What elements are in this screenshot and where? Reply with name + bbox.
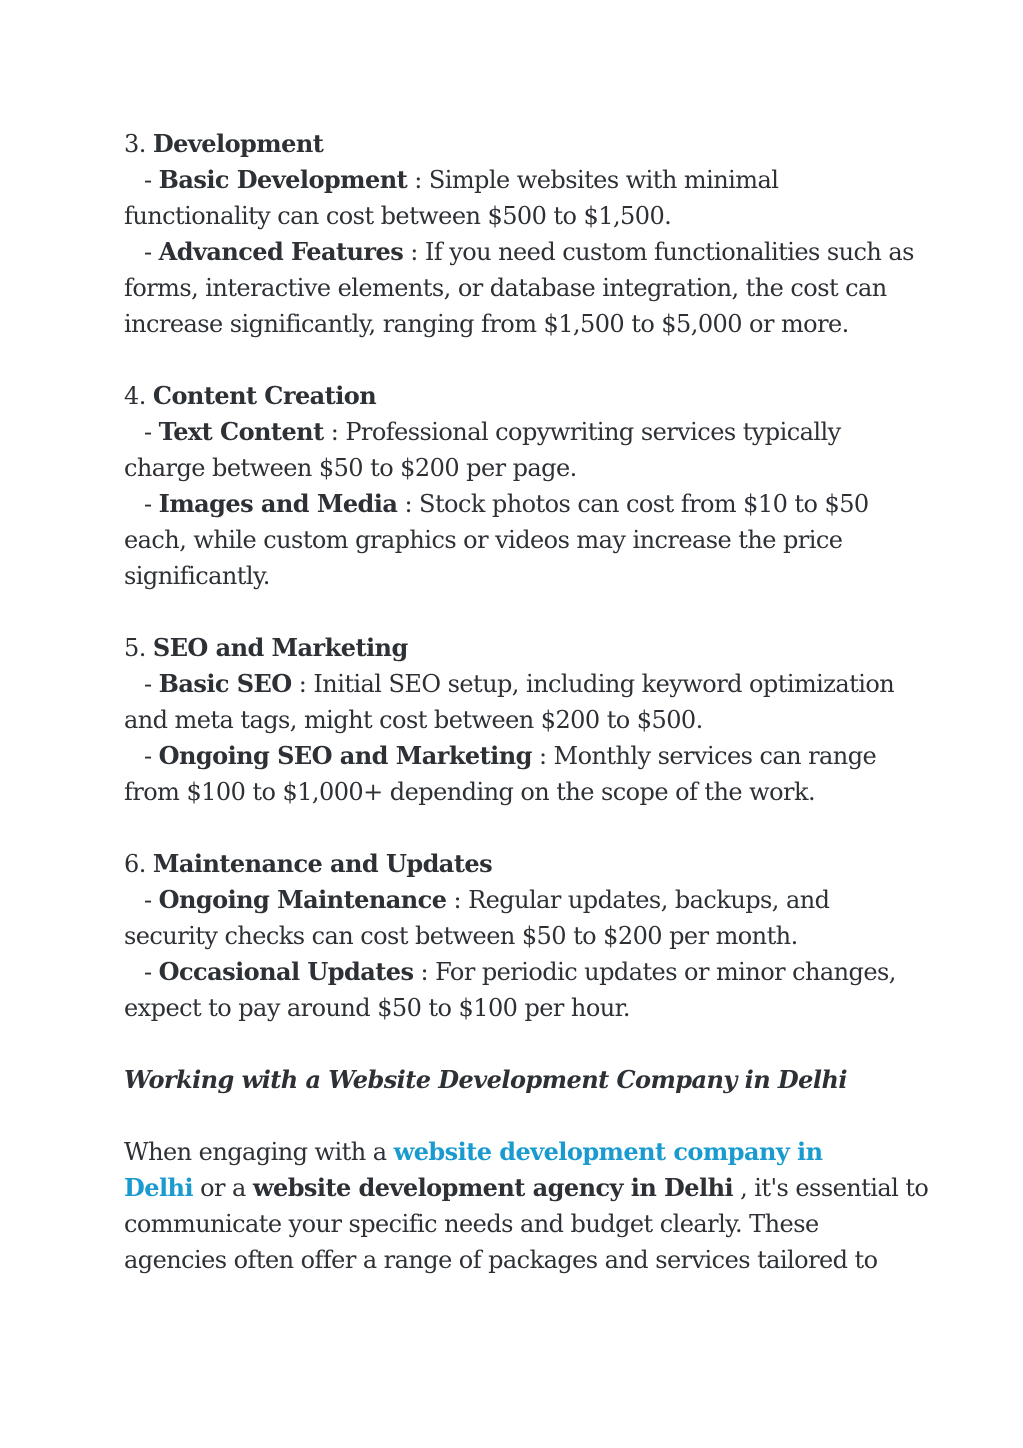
list-item <box>124 414 914 450</box>
paragraph-line <box>124 1134 914 1170</box>
item-text-continued: and meta tags, might cost between $200 to $500. <box>124 706 703 734</box>
item-text: : Regular updates, backups, and <box>446 886 830 914</box>
section-content-creation <box>124 378 914 594</box>
paragraph-line <box>124 1170 929 1206</box>
item-text: : Professional copywriting services typically <box>323 418 841 446</box>
list-item <box>124 954 914 990</box>
item-text-continued: functionality can cost between $500 to $1,500. <box>124 202 672 230</box>
section-development <box>124 126 914 342</box>
paragraph-line: agencies often offer a range of packages and services tailored to <box>124 1246 878 1274</box>
section-heading <box>124 126 914 162</box>
section-number: 6. <box>124 850 146 878</box>
section-heading <box>124 378 914 414</box>
item-text: : Stock photos can cost from $10 to $50 <box>397 490 869 518</box>
list-item <box>124 162 914 198</box>
item-text-continued: charge between $50 to $200 per page. <box>124 454 577 482</box>
item-text-continued: forms, interactive elements, or database integration, the cost can <box>124 274 887 302</box>
item-label: Occasional Updates <box>158 957 414 986</box>
section-title: Development <box>152 129 324 158</box>
section-heading <box>124 630 914 666</box>
item-label: Text Content <box>158 417 324 446</box>
item-label: Advanced Features <box>158 237 404 266</box>
section-title: Content Creation <box>152 381 377 410</box>
item-text-continued: significantly. <box>124 562 270 590</box>
company-link[interactable]: website development company in <box>393 1137 823 1166</box>
list-item <box>124 666 914 702</box>
subheading: Working with a Website Development Company in Delhi <box>124 1065 847 1094</box>
bullet-dash: - <box>144 670 159 698</box>
agency-term: website development agency in Delhi <box>252 1173 734 1202</box>
item-text: : Initial SEO setup, including keyword optimization <box>291 670 895 698</box>
bullet-dash: - <box>144 238 159 266</box>
section-seo-marketing <box>124 630 914 810</box>
item-text: : For periodic updates or minor changes, <box>413 958 896 986</box>
item-label: Basic SEO <box>158 669 292 698</box>
item-text: : If you need custom functionalities such as <box>403 238 914 266</box>
item-text-continued: increase significantly, ranging from $1,500 to $5,000 or more. <box>124 310 849 338</box>
item-label: Basic Development <box>158 165 408 194</box>
bullet-dash: - <box>144 886 159 914</box>
section-number: 4. <box>124 382 146 410</box>
list-item <box>124 486 914 522</box>
list-item <box>124 234 914 270</box>
item-text-continued: from $100 to $1,000+ depending on the scope of the work. <box>124 778 816 806</box>
bullet-dash: - <box>144 742 159 770</box>
bullet-dash: - <box>144 418 159 446</box>
section-heading <box>124 846 914 882</box>
item-text-continued: each, while custom graphics or videos may increase the price <box>124 526 843 554</box>
section-title: SEO and Marketing <box>152 633 408 662</box>
bullet-dash: - <box>144 490 159 518</box>
item-text: : Monthly services can range <box>531 742 877 770</box>
list-item <box>124 882 914 918</box>
item-label: Ongoing SEO and Marketing <box>158 741 532 770</box>
item-label: Ongoing Maintenance <box>158 885 447 914</box>
section-number: 3. <box>124 130 146 158</box>
list-item <box>124 738 914 774</box>
paragraph-text: When engaging with a <box>124 1138 394 1166</box>
company-link-continued[interactable]: Delhi <box>124 1173 194 1202</box>
closing-paragraph <box>124 1134 929 1278</box>
item-label: Images and Media <box>158 489 398 518</box>
paragraph-text: or a <box>193 1174 253 1202</box>
document-page <box>124 126 929 1278</box>
section-title: Maintenance and Updates <box>152 849 493 878</box>
paragraph-text: , it's essential to <box>733 1174 929 1202</box>
bullet-dash: - <box>144 958 159 986</box>
paragraph-line: communicate your specific needs and budget clearly. These <box>124 1210 819 1238</box>
section-maintenance-updates <box>124 846 914 1026</box>
section-number: 5. <box>124 634 146 662</box>
item-text-continued: expect to pay around $50 to $100 per hour. <box>124 994 631 1022</box>
item-text: : Simple websites with minimal <box>407 166 779 194</box>
item-text-continued: security checks can cost between $50 to $200 per month. <box>124 922 798 950</box>
bullet-dash: - <box>144 166 159 194</box>
